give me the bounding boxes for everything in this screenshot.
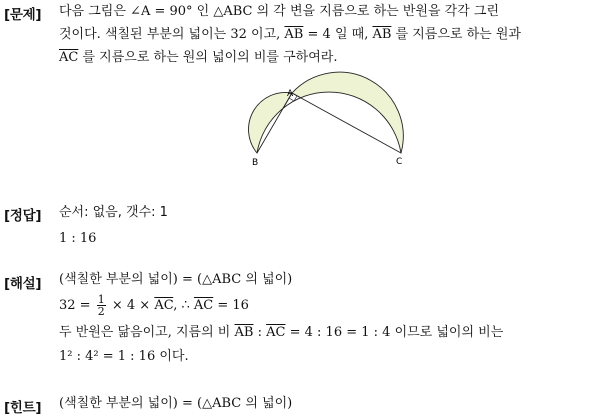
hint-label: [힌트] <box>4 400 42 416</box>
problem-line-1: 다음 그림은 ∠A = 90° 인 △ABC 의 각 변을 지름으로 하는 반원을 각각 그린 <box>59 4 500 19</box>
answer-line-2: 1 : 16 <box>59 231 97 246</box>
segment-ab: $\overline{AB}$ <box>284 27 304 42</box>
solution-line-1: (색칠한 부분의 넓이) = (△ABC 의 넓이) <box>59 272 293 287</box>
solution-label: [해설] <box>4 276 42 292</box>
fraction-one-half: $\frac{1}{2}$ <box>97 293 105 318</box>
answer-line-1: 순서: 없음, 갯수: 1 <box>59 205 168 220</box>
vertex-label-a: A <box>287 89 294 99</box>
segment-ac: $\overline{AC}$ <box>266 325 286 340</box>
solution-line-4: 1² : 4² = 1 : 16 이다. <box>59 349 189 364</box>
segment-ac: $\overline{AC}$ <box>59 50 79 65</box>
problem-label: [문제] <box>4 7 42 23</box>
segment-ac: $\overline{AC}$ <box>154 298 174 313</box>
solution-line-2: 32 = $\frac{1}{2}$ × $4 \times \overline{AC}$, ∴ $\overline{AC} = 16$ <box>59 293 249 318</box>
segment-ac: $\overline{AC}$ <box>193 298 214 313</box>
hint-line-1: (색칠한 부분의 넓이) = (△ABC 의 넓이) <box>59 396 293 411</box>
solution-line-3: 두 반원은 닮음이고, 지름의 비 $\overline{AB}$ : $\overline{AC} = 4$ : 16 = 1 : 4 이므로 넓이의 비는 <box>59 325 504 340</box>
answer-label: [정답] <box>4 208 42 224</box>
vertex-label-c: C <box>396 157 403 167</box>
segment-ab: $\overline{AB}$ <box>234 325 254 340</box>
problem-line-2: 것이다. 색칠된 부분의 넓이는 32 이고, $\overline{AB} = 4$ 일 때, $\overline{AB}$ 를 지름으로 하는 원과 <box>59 27 521 42</box>
problem-line-3: $\overline{AC}$ 를 지름으로 하는 원의 넓이의 비를 구하여라. <box>59 50 338 65</box>
segment-ab: $\overline{AB}$ <box>372 27 392 42</box>
vertex-label-b: B <box>252 158 259 168</box>
